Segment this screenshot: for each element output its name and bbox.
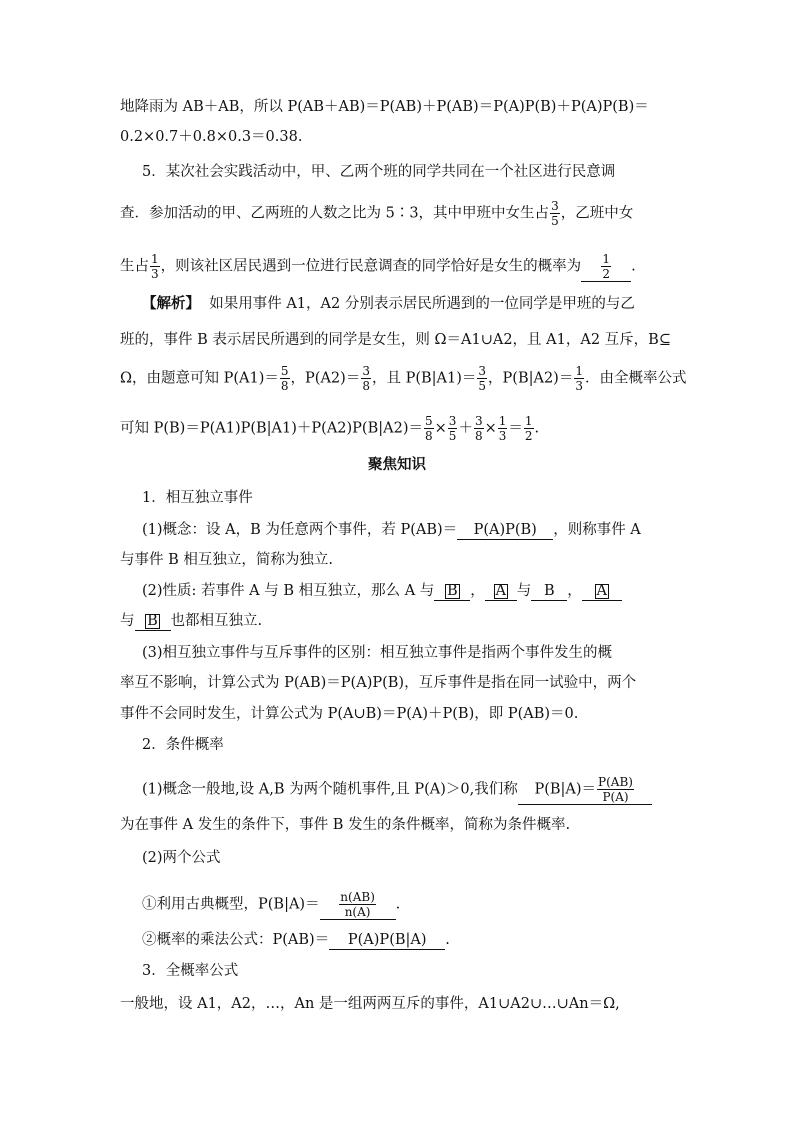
section-1-concept-cont: 与事件 B 相互独立，简称为独立. [120,552,333,568]
fraction-t3: $\frac{3}{8}$ [474,414,483,443]
problem-5-line-1: 5．某次社会实践活动中，甲、乙两个班的同学共同在一个社区进行民意调 [142,164,616,180]
answer-fraction: $\frac{1}{2}$ [602,252,610,281]
analysis-line-1: 【解析】 如果用事件 A1，A2 分别表示居民所遇到的一位同学是甲班的与乙 [142,295,635,312]
fraction-pa2: $\frac{3}{8}$ [362,364,370,393]
fraction-t5: $\frac{1}{2}$ [524,414,533,443]
section-2-formulas-title: (2)两个公式 [142,850,221,866]
fraction-t4: $\frac{1}{3}$ [498,414,507,443]
section-2-multiplication: ②概率的乘法公式：P(AB)＝ P(A)P(B|A) . [142,932,450,948]
classical-fraction: $\frac{n(AB)}{n(A)}$ [340,890,375,919]
answer-blank-multiplication: P(A)P(B|A) [329,932,445,950]
fraction-girls-a: $\frac{3}{5}$ [551,199,559,228]
problem-text: 查．参加活动的甲、乙两班的人数之比为 5∶3，其中甲班中女生占 [120,205,550,222]
answer-blank-pair3-b: B [135,613,171,631]
text-line-2: 0.2×0.7＋0.8×0.3＝0.38. [120,129,303,145]
answer-blank-independence: P(A)P(B) [457,522,553,540]
section-2-concept: (1)概念一般地,设 A,B 为两个随机事件,且 P(A)＞0,我们称 P(B|A)＝ $\frac{P(AB)}{P(A)}$ [142,775,652,805]
problem-5-line-2 [120,199,633,228]
section-heading: 聚焦知识 [368,456,426,473]
fraction-t1: $\frac{5}{8}$ [425,414,433,443]
problem-text: ，乙班中女 [560,205,634,222]
text-line-1: 地降雨为 AB＋AB，所以 P(AB＋AB)＝P(AB)＋P(AB)＝P(A)P(B)＋P(A)P(B)＝ [120,99,649,115]
fraction-pba2: $\frac{1}{3}$ [575,364,583,393]
answer-blank-probability [581,252,631,282]
analysis-line-3: Ω，由题意可知 P(A1)＝ $\frac{5}{8}$ ，P(A2)＝ $\frac{3}{8}$ ，且 P(B|A1)＝ $\frac{3}{5}$ ，P(B|A2)＝ $\frac{1}{3}$ ．由全概率公式 [120,364,687,393]
section-2-classical: ①利用古典概型，P(B|A)＝ $\frac{n(AB)}{n(A)}$ . [142,890,401,919]
conditional-fraction: $\frac{P(AB)}{P(A)}$ [598,775,633,804]
fraction-pa1: $\frac{5}{8}$ [280,364,289,393]
section-1-property: (2)性质: 若事件 A 与 B 相互独立，那么 A 与 B ， A 与 B ， A [142,581,622,601]
analysis-line-2: 班的，事件 B 表示居民所遇到的同学是女生，则 Ω＝A1∪A2，且 A1，A2 互斥，B⊆ [120,332,671,348]
section-1-diff-2: 率互不影响，计算公式为 P(AB)＝P(A)P(B)，互斥事件是指在同一试验中，两个 [120,675,637,691]
section-3-title: 3．全概率公式 [142,963,239,979]
section-1-property-cont: 与 B 也都相互独立. [120,613,263,629]
answer-blank-conditional: P(B|A)＝ $\frac{P(AB)}{P(A)}$ [518,775,652,805]
fraction-pba1: $\frac{3}{5}$ [478,364,487,393]
fraction-t2: $\frac{3}{5}$ [448,414,457,443]
analysis-label: 【解析】 [142,295,200,312]
section-2-title: 2．条件概率 [142,737,224,753]
answer-blank-pair2-a: A [485,583,517,601]
answer-blank-pair2-b: B [531,583,567,601]
answer-blank-pair3-a: A [582,583,622,601]
section-2-concept-cont: 为在事件 A 发生的条件下，事件 B 发生的条件概率，简称为条件概率. [120,817,571,833]
section-1-diff-3: 事件不会同时发生，计算公式为 P(A∪B)＝P(A)＋P(B)，即 P(AB)＝0. [120,706,579,722]
section-3-text: 一般地，设 A1，A2，…，An 是一组两两互斥的事件，A1∪A2∪…∪An＝Ω, [120,996,620,1012]
fraction-girls-b: $\frac{1}{3}$ [151,252,159,281]
section-1-title: 1．相互独立事件 [142,490,253,506]
section-1-diff-1: (3)相互独立事件与互斥事件的区别：相互独立事件是指两个事件发生的概 [142,645,613,661]
section-1-concept: (1)概念：设 A，B 为任意两个事件，若 P(AB)＝ P(A)P(B) ，则称事件 A [142,522,641,538]
answer-blank-classical [320,890,396,920]
problem-5-line-3: 生占 $\frac{1}{3}$ ，则该社区居民遇到一位进行民意调查的同学恰好是女生的概率为 $\frac{1}{2}$ . [120,252,636,281]
analysis-line-4: 可知 P(B)＝P(A1)P(B|A1)＋P(A2)P(B|A2)＝ $\frac{5}{8}$ × $\frac{3}{5}$ ＋ $\frac{3}{8}$ × $\frac{1}{3}$ ＝ $\frac{1}{2}$ . [120,414,540,443]
answer-blank-pair1: B [434,583,470,601]
